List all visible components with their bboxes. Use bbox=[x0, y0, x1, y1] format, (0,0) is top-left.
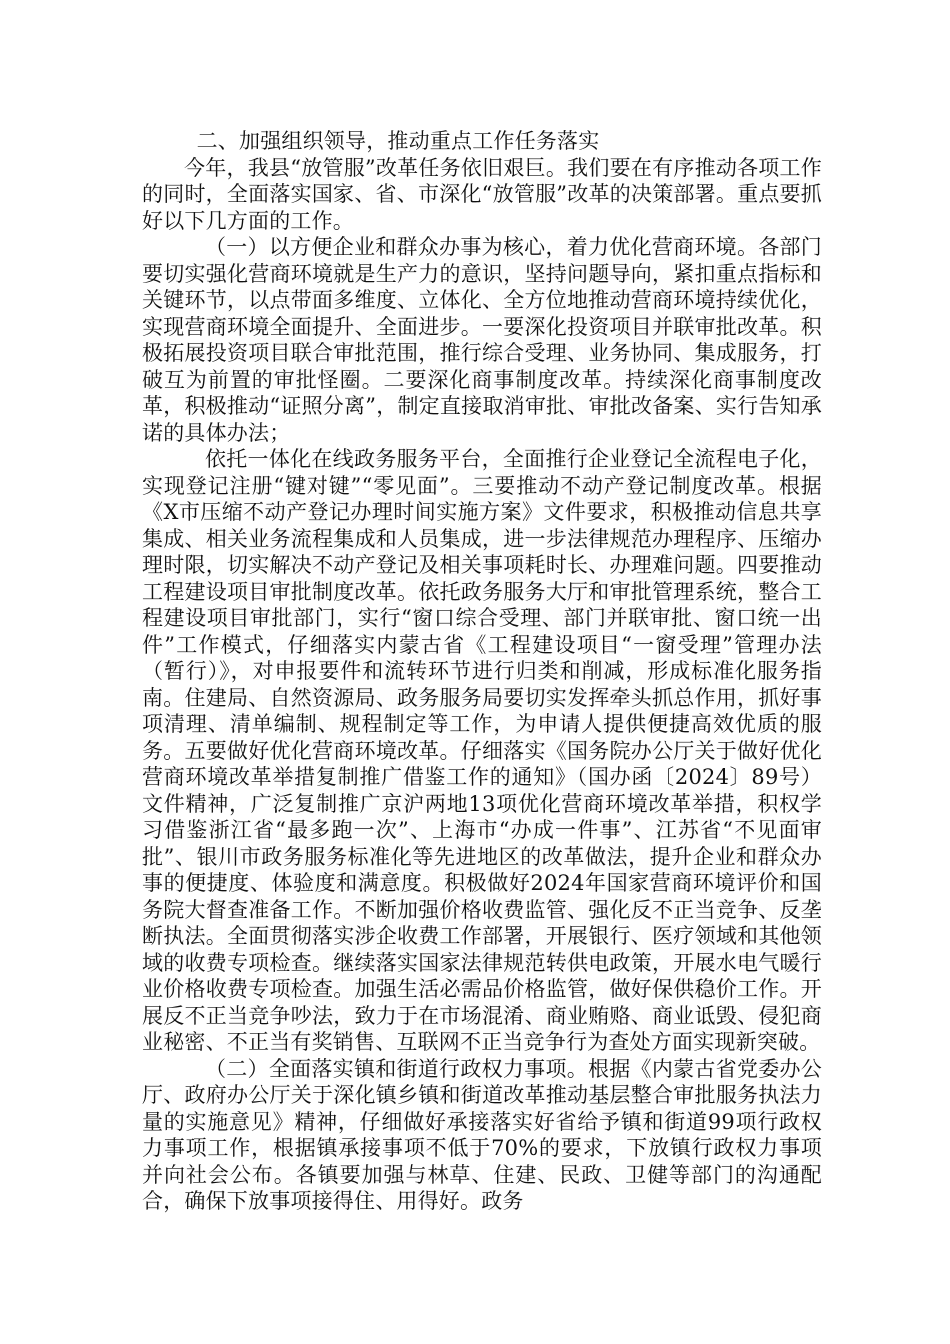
paragraph-item-1: （一）以方便企业和群众办事为核心，着力优化营商环境。各部门要切实强化营商环境就是生产力的意识，坚持问题导向，紧扣重点指标和关键环节，以点带面多维度、立体化、全方位地推动营商环境持续优化，实现营商环境全面提升、全面进步。一要深化投资项目并联审批改革。积极拓展投资项目联合审批范围，推行综合受理、业务协同、集成服务，打破互为前置的审批怪圈。二要深化商事制度改革。持续深化商事制度改革，积极推动“证照分离”，制定直接取消审批、审批改备案、实行告知承诺的具体办法； bbox=[142, 235, 822, 445]
paragraph-continuation: 依托一体化在线政务服务平台，全面推行企业登记全流程电子化，实现登记注册“键对键”“零见面”。三要推动不动产登记制度改革。根据《X市压缩不动产登记办理时间实施方案》文件要求，积极推动信息共享集成、相关业务流程集成和人员集成，进一步法律规范办理程序、压缩办理时限，切实解决不动产登记及相关事项耗时长、办理难问题。四要推动工程建设项目审批制度改革。依托政务服务大厅和审批管理系统，整合工程建设项目审批部门，实行“窗口综合受理、部门并联审批、窗口统一出件”工作模式，仔细落实内蒙古省《工程建设项目“一窗受理”管理办法（暂行）》，对申报要件和流转环节进行归类和削减，形成标准化服务指南。住建局、自然资源局、政务服务局要切实发挥牵头抓总作用，抓好事项清理、清单编制、规程制定等工作，为申请人提供便捷高效优质的服务。五要做好优化营商环境改革。仔细落实《国务院办公厅关于做好优化营商环境改革举措复制推广借鉴工作的通知》（国办函〔2024〕89号）文件精神，广泛复制推广京沪两地13项优化营商环境改革举措，积权学习借鉴浙江省“最多跑一次”、上海市“办成一件事”、江苏省“不见面审批”、银川市政务服务标准化等先进地区的改革做法，提升企业和群众办事的便捷度、体验度和满意度。积极做好2024年国家营商环境评价和国务院大督查准备工作。不断加强价格收费监管、强化反不正当竞争、反垄断执法。全面贯彻落实涉企收费工作部署，开展银行、医疗领域和其他领域的收费专项检查。继续落实国家法律规范转供电政策，开展水电气暖行业价格收费专项检查。加强生活必需品价格监管，做好保供稳价工作。开展反不正当竞争吵法，致力于在市场混淆、商业贿赂、商业诋毁、侵犯商业秘密、不正当有奖销售、互联网不正当竞争行为查处方面实现新突破。 bbox=[142, 447, 822, 1054]
paragraph-intro: 今年，我县“放管服”改革任务依旧艰巨。我们要在有序推动各项工作的同时，全面落实国家、省、市深化“放管服”改革的决策部署。重点要抓好以下几方面的工作。 bbox=[142, 155, 822, 233]
document-body bbox=[142, 128, 822, 1215]
paragraph-item-2: （二）全面落实镇和街道行政权力事项。根据《内蒙古省党委办公厅、政府办公厅关于深化镇乡镇和街道改革推动基层整合审批服务执法力量的实施意见》精神，仔细做好承接落实好省给予镇和街道99项行政权力事项工作，根据镇承接事项不低于70%的要求，下放镇行政权力事项并向社会公布。各镇要加强与林草、住建、民政、卫健等部门的沟通配合，确保下放事项接得住、用得好。政务 bbox=[142, 1056, 822, 1213]
section-heading: 二、加强组织领导，推动重点工作任务落实 bbox=[196, 129, 600, 153]
